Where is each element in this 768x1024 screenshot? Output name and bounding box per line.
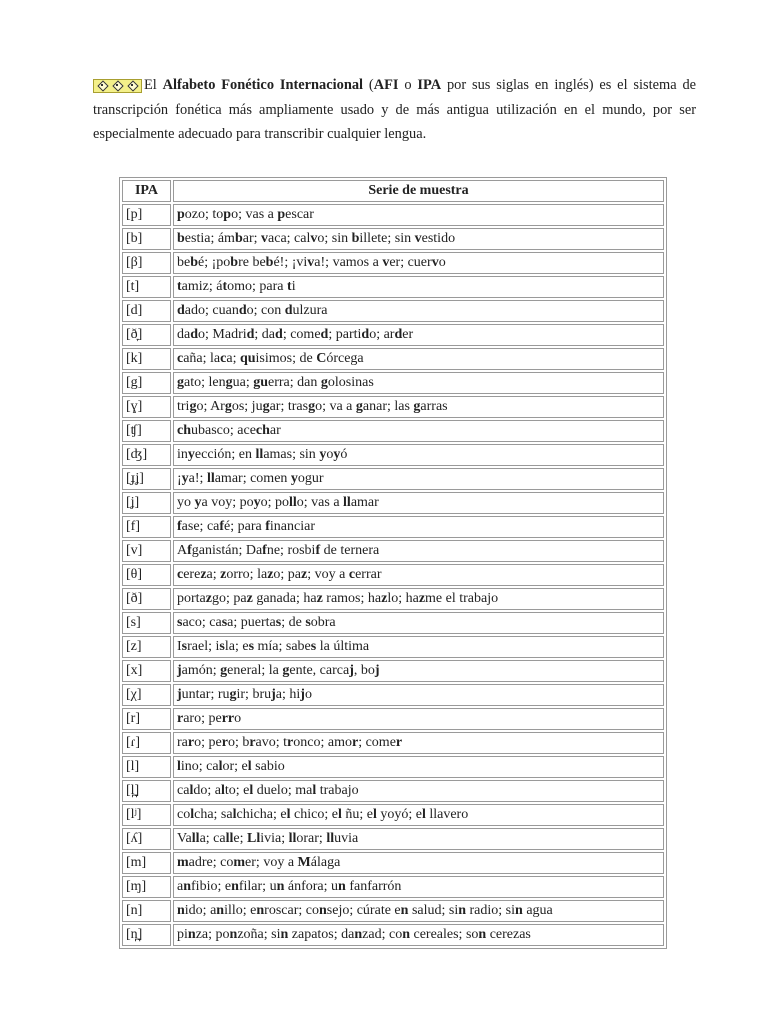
sample-series-cell: lino; calor; el sabio <box>173 756 664 778</box>
table-row <box>122 852 664 874</box>
sample-series-cell: portazgo; paz ganada; haz ramos; hazlo; hazme el trabajo <box>173 588 664 610</box>
ipa-symbol-cell: [v] <box>122 540 171 562</box>
table-row <box>122 660 664 682</box>
ipa-symbol-cell: [t] <box>122 276 171 298</box>
sample-series-cell: tamiz; átomo; para ti <box>173 276 664 298</box>
table-row <box>122 756 664 778</box>
table-row <box>122 468 664 490</box>
ipa-symbol-cell: [g] <box>122 372 171 394</box>
table-row <box>122 228 664 250</box>
sample-series-cell: Valla; calle; Llivia; llorar; lluvia <box>173 828 664 850</box>
header-ipa: IPA <box>122 180 171 202</box>
ipa-symbol-cell: [ð̞] <box>122 324 171 346</box>
ipa-symbol-cell: [f] <box>122 516 171 538</box>
table-row <box>122 348 664 370</box>
ipa-symbol-cell: [ɟʝ] <box>122 468 171 490</box>
ipa-symbol-cell: [β] <box>122 252 171 274</box>
ipa-symbol-cell: [b] <box>122 228 171 250</box>
sample-series-cell: dado; Madrid; dad; comed; partido; arder <box>173 324 664 346</box>
ipa-symbol-cell: [n̪] <box>122 924 171 946</box>
table-row <box>122 732 664 754</box>
table-row <box>122 684 664 706</box>
table-row <box>122 780 664 802</box>
intro-abbr-afi: AFI <box>373 77 399 93</box>
ipa-symbol-cell: [p] <box>122 204 171 226</box>
table-row <box>122 300 664 322</box>
sample-series-cell: chubasco; acechar <box>173 420 664 442</box>
table-row <box>122 636 664 658</box>
ipa-symbol-cell: [k] <box>122 348 171 370</box>
sample-series-cell: bestia; ámbar; vaca; calvo; sin billete; sin vestido <box>173 228 664 250</box>
sample-series-cell: anfibio; enfilar; un ánfora; un fanfarrón <box>173 876 664 898</box>
header-sample-series: Serie de muestra <box>173 180 664 202</box>
table-row <box>122 564 664 586</box>
sample-series-cell: madre; comer; voy a Málaga <box>173 852 664 874</box>
ipa-symbol-cell: [ɾ] <box>122 732 171 754</box>
sample-series-cell: raro; pero; bravo; tronco; amor; comer <box>173 732 664 754</box>
sample-series-cell: ¡ya!; llamar; comen yogur <box>173 468 664 490</box>
ipa-symbol-cell: [ʎ] <box>122 828 171 850</box>
sample-series-cell: juntar; rugir; bruja; hijo <box>173 684 664 706</box>
table-row <box>122 516 664 538</box>
table-row <box>122 612 664 634</box>
table-row <box>122 372 664 394</box>
sample-series-cell: raro; perro <box>173 708 664 730</box>
sample-series-cell: pinza; ponzoña; sin zapatos; danzad; con cereales; son cerezas <box>173 924 664 946</box>
ipa-symbol-cell: [x] <box>122 660 171 682</box>
table-row <box>122 444 664 466</box>
sample-series-cell: nido; anillo; enroscar; consejo; cúrate en salud; sin radio; sin agua <box>173 900 664 922</box>
anchor-icon[interactable] <box>97 80 108 91</box>
ipa-symbol-cell: [m] <box>122 852 171 874</box>
ipa-symbol-cell: [z] <box>122 636 171 658</box>
ipa-symbol-cell: [s] <box>122 612 171 634</box>
ipa-symbol-cell: [lʲ] <box>122 804 171 826</box>
ipa-symbol-cell: [ʧ] <box>122 420 171 442</box>
sample-series-cell: inyección; en llamas; sin yoyó <box>173 444 664 466</box>
ipa-symbol-cell: [θ] <box>122 564 171 586</box>
table-row <box>122 876 664 898</box>
table-row <box>122 204 664 226</box>
ipa-symbol-cell: [χ] <box>122 684 171 706</box>
sample-series-cell: caldo; alto; el duelo; mal trabajo <box>173 780 664 802</box>
sample-series-cell: bebé; ¡pobre bebé!; ¡viva!; vamos a ver; cuervo <box>173 252 664 274</box>
intro-paragraph <box>93 73 696 147</box>
table-row <box>122 276 664 298</box>
table-header-row <box>122 180 664 202</box>
sample-series-cell: gato; lengua; guerra; dan golosinas <box>173 372 664 394</box>
table-row <box>122 396 664 418</box>
intro-lead: El <box>144 77 163 93</box>
sample-series-cell: Israel; isla; es mía; sabes la última <box>173 636 664 658</box>
table-row <box>122 900 664 922</box>
ipa-table-body <box>122 204 664 946</box>
table-row <box>122 828 664 850</box>
ipa-symbol-cell: [l̪] <box>122 780 171 802</box>
ipa-symbol-cell: [ð] <box>122 588 171 610</box>
sample-series-cell: colcha; salchicha; el chico; el ñu; el yoyó; el llavero <box>173 804 664 826</box>
table-row <box>122 252 664 274</box>
table-row <box>122 804 664 826</box>
anchor-icon[interactable] <box>112 80 123 91</box>
ipa-symbol-cell: [ʤ] <box>122 444 171 466</box>
table-row <box>122 924 664 946</box>
table-row <box>122 708 664 730</box>
sample-series-cell: pozo; topo; vas a pescar <box>173 204 664 226</box>
sample-series-cell: cereza; zorro; lazo; paz; voy a cerrar <box>173 564 664 586</box>
table-row <box>122 492 664 514</box>
sample-series-cell: Afganistán; Dafne; rosbif de ternera <box>173 540 664 562</box>
table-row <box>122 420 664 442</box>
ipa-symbol-cell: [r] <box>122 708 171 730</box>
sample-series-cell: jamón; general; la gente, carcaj, boj <box>173 660 664 682</box>
ipa-symbol-cell: [ɣ] <box>122 396 171 418</box>
sample-series-cell: caña; laca; quisimos; de Córcega <box>173 348 664 370</box>
ipa-symbol-cell: [l] <box>122 756 171 778</box>
anchor-icons[interactable] <box>93 79 142 93</box>
intro-rest: por sus siglas en inglés) es el sistema de transcripción fonética más ampliamente usado y de más antigua utilización en el mundo, por ser especialmente adecuado para transcribir cualquier lengua. <box>93 77 697 142</box>
intro-abbr-ipa: IPA <box>417 77 442 93</box>
sample-series-cell: yo ya voy; poyo; pollo; vas a llamar <box>173 492 664 514</box>
intro-mid2: o <box>398 77 418 93</box>
intro-title: Alfabeto Fonético Internacional <box>162 77 364 93</box>
sample-series-cell: saco; casa; puertas; de sobra <box>173 612 664 634</box>
ipa-symbol-cell: [n] <box>122 900 171 922</box>
table-row <box>122 540 664 562</box>
ipa-table <box>119 177 667 949</box>
ipa-symbol-cell: [d] <box>122 300 171 322</box>
table-row <box>122 324 664 346</box>
anchor-icon[interactable] <box>127 80 138 91</box>
ipa-symbol-cell: [ʝ] <box>122 492 171 514</box>
ipa-symbol-cell: [ɱ] <box>122 876 171 898</box>
sample-series-cell: fase; café; para financiar <box>173 516 664 538</box>
sample-series-cell: dado; cuando; con dulzura <box>173 300 664 322</box>
intro-mid1: ( <box>363 77 374 93</box>
sample-series-cell: trigo; Argos; jugar; trasgo; va a ganar; las garras <box>173 396 664 418</box>
table-row <box>122 588 664 610</box>
